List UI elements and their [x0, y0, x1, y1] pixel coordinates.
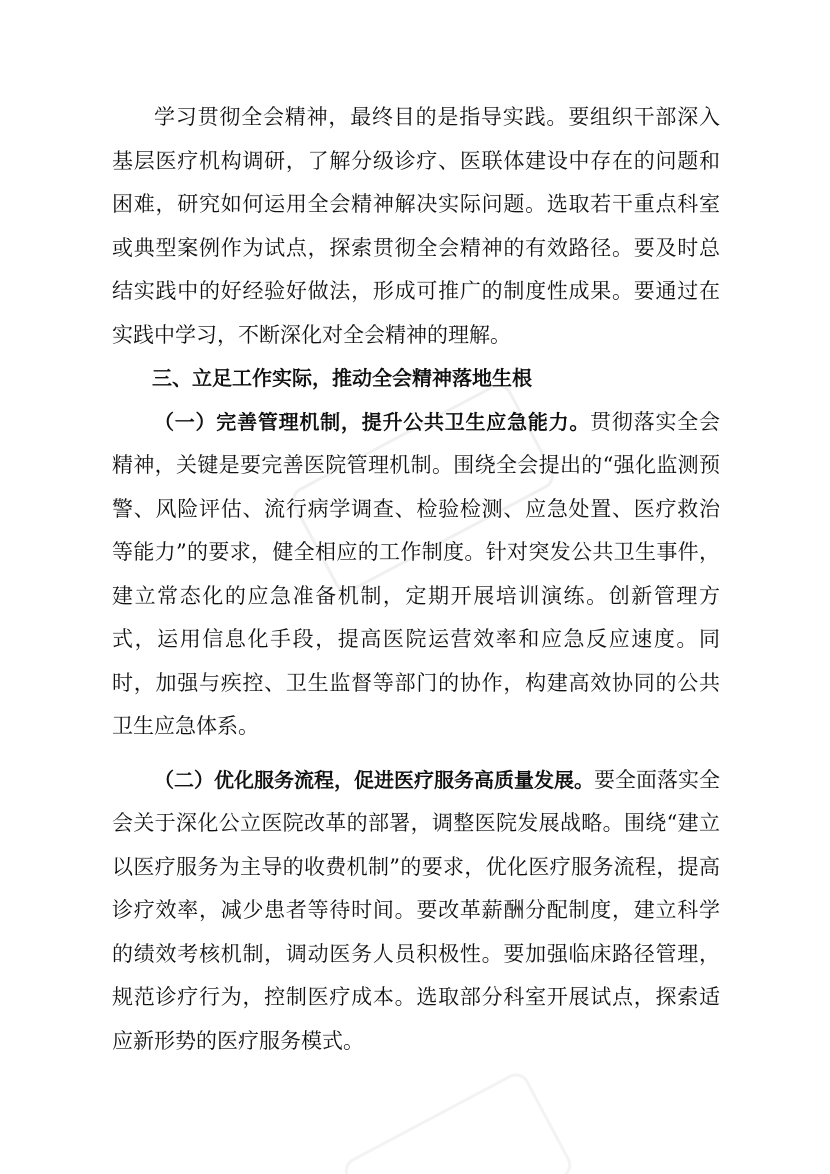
watermark-stamp-bottom: [340, 1068, 576, 1174]
item-2-body: 要全面落实全会关于深化公立医院改革的部署，调整医院发展战略。围绕“建立以医疗服务为主导的收费机制”的要求，优化医疗服务流程，提高诊疗效率，减少患者等待时间。要改革薪酬分配制度，建立科学的绩效考核机制，调动医务人员积极性。要加强临床路径管理，规范诊疗行为，控制医疗成本。选取部分科室开展试点，探索适应新形势的医疗服务模式。: [112, 767, 720, 1053]
document-body: [112, 96, 720, 1063]
item-1-lead: （一）完善管理机制，提升公共卫生应急能力。: [154, 409, 591, 434]
item-2-lead: （二）优化服务流程，促进医疗服务高质量发展。: [154, 767, 594, 792]
item-1-body: 贯彻落实全会精神，关键是要完善医院管理机制。围绕全会提出的“强化监测预警、风险评估、流行病学调查、检验检测、应急处置、医疗救治等能力”的要求，健全相应的工作制度。针对突发公共卫生事件，建立常态化的应急准备机制，定期开展培训演练。创新管理方式，运用信息化手段，提高医院运营效率和应急反应速度。同时，加强与疾控、卫生监督等部门的协作，构建高效协同的公共卫生应急体系。: [112, 409, 721, 738]
paragraph-management-mechanism: [112, 401, 720, 749]
paragraph-service-process: [112, 759, 720, 1064]
section-heading: 三、立足工作实际，推动全会精神落地生根: [152, 366, 532, 390]
paragraph-practice: 学习贯彻全会精神，最终目的是指导实践。要组织干部深入基层医疗机构调研，了解分级诊疗、医联体建设中存在的问题和困难，研究如何运用全会精神解决实际问题。选取若干重点科室或典型案例作为试点，探索贯彻全会精神的有效路径。要及时总结实践中的好经验好做法，形成可推广的制度性成果。要通过在实践中学习，不断深化对全会精神的理解。: [112, 105, 720, 347]
